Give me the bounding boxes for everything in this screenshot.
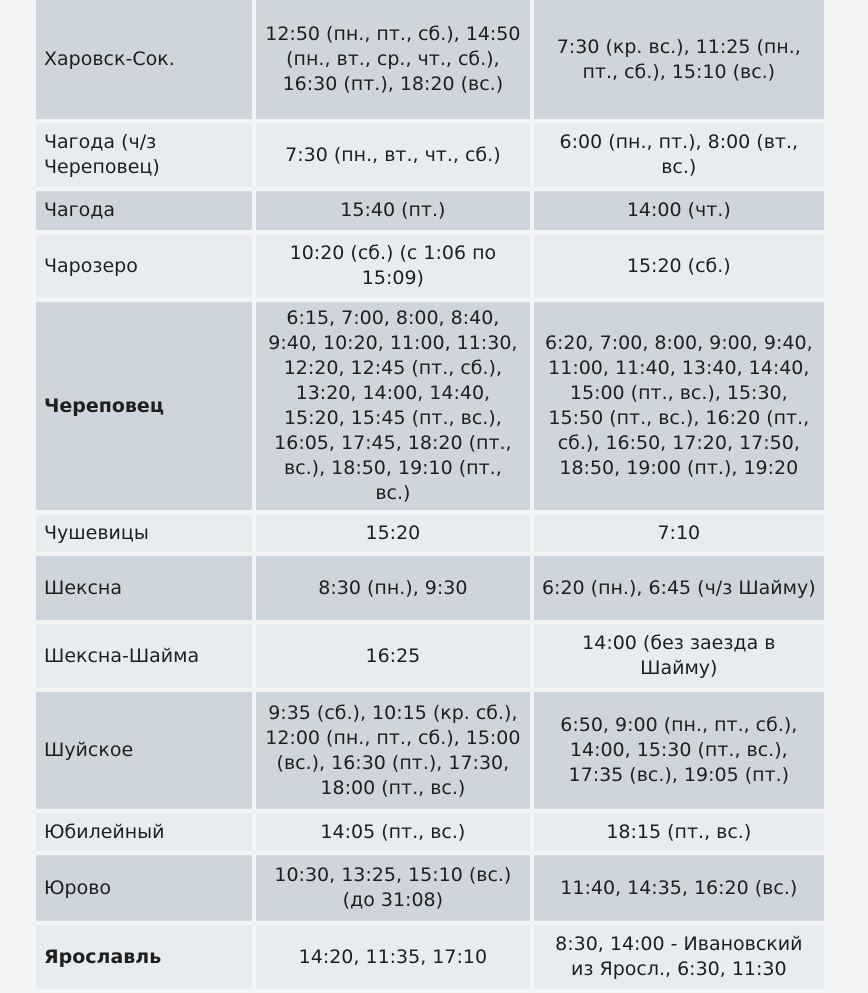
- departure-times-cell: 10:30, 13:25, 15:10 (вс.) (до 31:08): [256, 855, 529, 921]
- table-row: [36, 925, 824, 989]
- return-times-cell: 6:20, 7:00, 8:00, 9:00, 9:40, 11:00, 11:40, 13:40, 14:40, 15:00 (пт., вс.), 15:30, 15:50 (пт., вс.), 16:20 (пт., сб.), 16:50, 17:20, 17:50, 18:50, 19:00 (пт.), 19:20: [534, 302, 824, 510]
- table-row: [36, 813, 824, 851]
- return-times-cell: 7:30 (кр. вс.), 11:25 (пн., пт., сб.), 15:10 (вс.): [534, 0, 824, 119]
- return-times-cell: 6:00 (пн., пт.), 8:00 (вт., вс.): [534, 123, 824, 187]
- table-row: [36, 692, 824, 809]
- return-times-cell: 11:40, 14:35, 16:20 (вс.): [534, 855, 824, 921]
- destination-cell: Чушевицы: [36, 514, 252, 552]
- table-row: [36, 855, 824, 921]
- return-times-cell: 6:20 (пн.), 6:45 (ч/з Шайму): [534, 556, 824, 620]
- table-row: [36, 191, 824, 230]
- departure-times-cell: 16:25: [256, 624, 529, 688]
- table-row: [36, 514, 824, 552]
- bus-schedule-table: [32, 0, 828, 993]
- destination-cell: Шуйское: [36, 692, 252, 809]
- return-times-cell: 18:15 (пт., вс.): [534, 813, 824, 851]
- return-times-cell: 8:30, 14:00 - Ивановский из Яросл., 6:30, 11:30: [534, 925, 824, 989]
- table-row: [36, 234, 824, 298]
- destination-cell: Шексна: [36, 556, 252, 620]
- departure-times-cell: 14:20, 11:35, 17:10: [256, 925, 529, 989]
- destination-cell: Шексна-Шайма: [36, 624, 252, 688]
- departure-times-cell: 9:35 (сб.), 10:15 (кр. сб.), 12:00 (пн., пт., сб.), 15:00 (вс.), 16:30 (пт.), 17:30, 18:00 (пт., вс.): [256, 692, 529, 809]
- table-row: [36, 302, 824, 510]
- departure-times-cell: 8:30 (пн.), 9:30: [256, 556, 529, 620]
- departure-times-cell: 7:30 (пн., вт., чт., сб.): [256, 123, 529, 187]
- return-times-cell: 14:00 (без заезда в Шайму): [534, 624, 824, 688]
- return-times-cell: 7:10: [534, 514, 824, 552]
- table-row: [36, 123, 824, 187]
- departure-times-cell: 15:40 (пт.): [256, 191, 529, 230]
- departure-times-cell: 10:20 (сб.) (с 1:06 по 15:09): [256, 234, 529, 298]
- destination-cell: Юбилейный: [36, 813, 252, 851]
- table-row: [36, 624, 824, 688]
- destination-cell: Чагода: [36, 191, 252, 230]
- destination-cell: Харовск-Сок.: [36, 0, 252, 119]
- return-times-cell: 6:50, 9:00 (пн., пт., сб.), 14:00, 15:30 (пт., вс.), 17:35 (вс.), 19:05 (пт.): [534, 692, 824, 809]
- destination-cell: Череповец: [36, 302, 252, 510]
- destination-cell: Ярославль: [36, 925, 252, 989]
- return-times-cell: 14:00 (чт.): [534, 191, 824, 230]
- departure-times-cell: 14:05 (пт., вс.): [256, 813, 529, 851]
- departure-times-cell: 12:50 (пн., пт., сб.), 14:50 (пн., вт., ср., чт., сб.), 16:30 (пт.), 18:20 (вс.): [256, 0, 529, 119]
- table-row: [36, 0, 824, 119]
- destination-cell: Юрово: [36, 855, 252, 921]
- departure-times-cell: 15:20: [256, 514, 529, 552]
- departure-times-cell: 6:15, 7:00, 8:00, 8:40, 9:40, 10:20, 11:00, 11:30, 12:20, 12:45 (пт., сб.), 13:20, 14:00, 14:40, 15:20, 15:45 (пт., вс.), 16:05, 17:45, 18:20 (пт., вс.), 18:50, 19:10 (пт., вс.): [256, 302, 529, 510]
- table-row: [36, 556, 824, 620]
- destination-cell: Чагода (ч/з Череповец): [36, 123, 252, 187]
- return-times-cell: 15:20 (сб.): [534, 234, 824, 298]
- destination-cell: Чарозеро: [36, 234, 252, 298]
